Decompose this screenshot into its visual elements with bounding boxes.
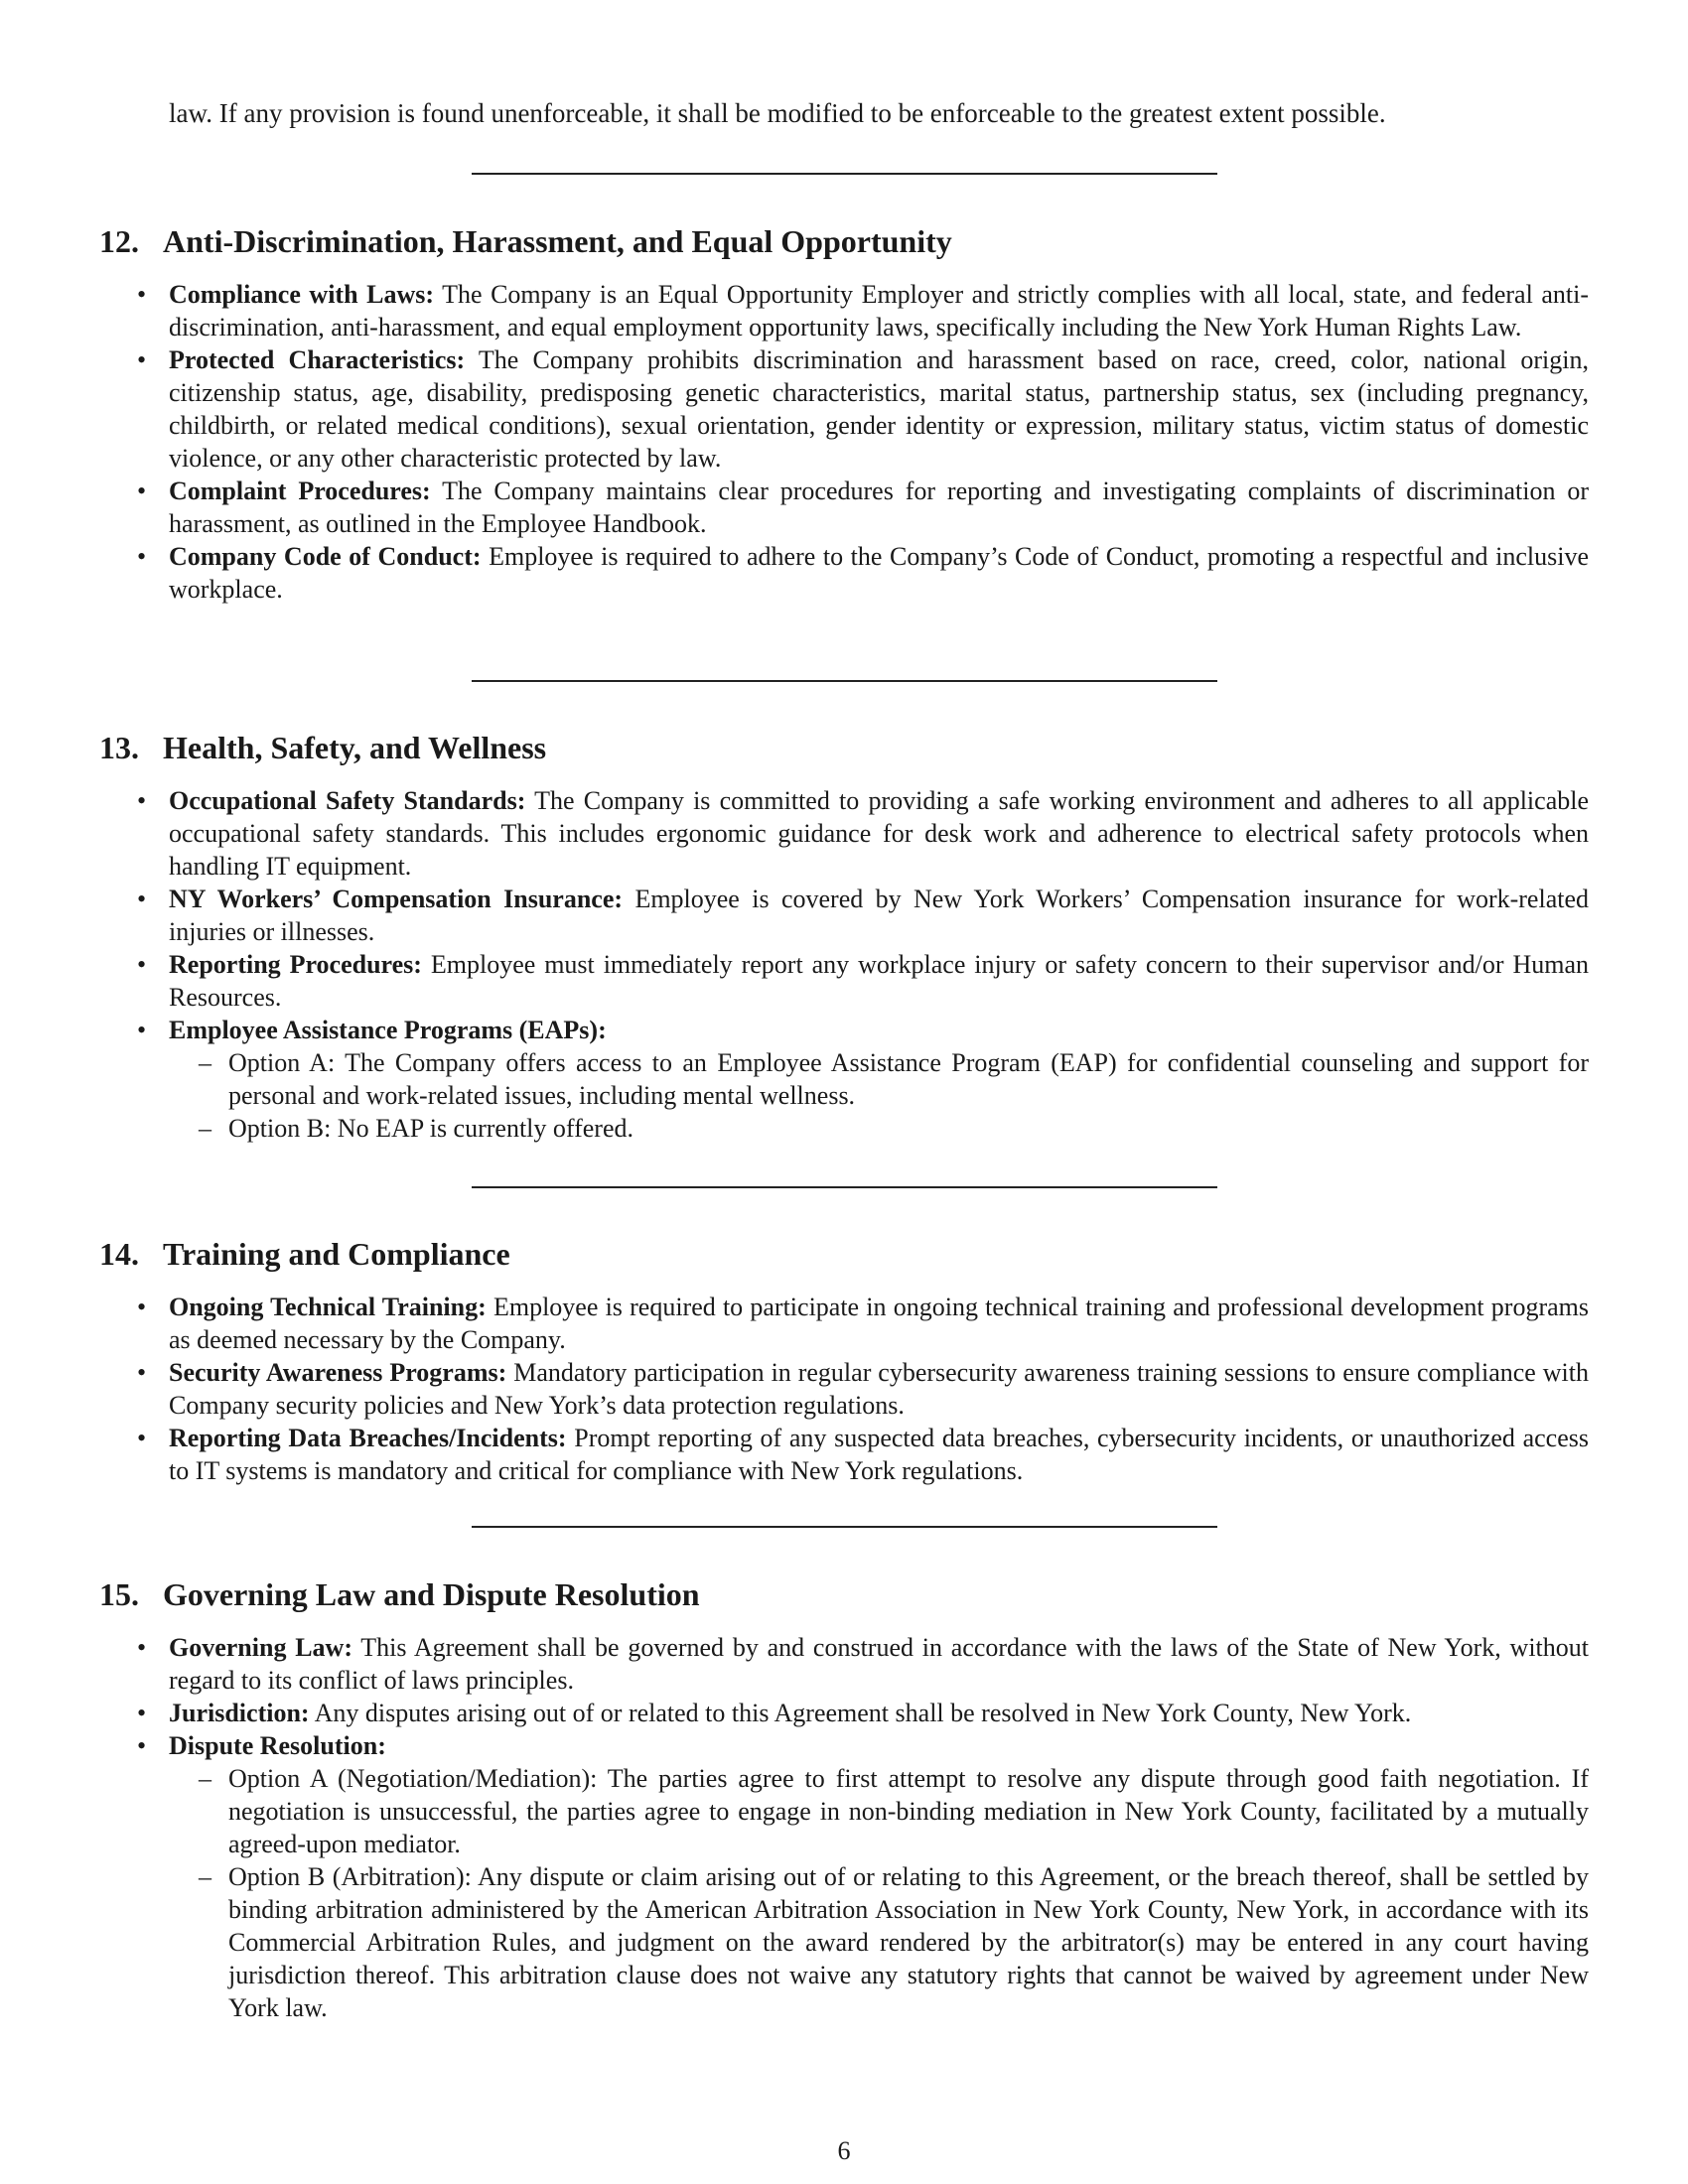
list-item [99, 1356, 1589, 1422]
item-label: Employee Assistance Programs (EAPs): [169, 1016, 607, 1044]
item-label: NY Workers’ Compensation Insurance: [169, 885, 624, 913]
item-text: Any disputes arising out of or related to this Agreement shall be resolved in New York County, New York. [309, 1699, 1412, 1727]
item-label: Protected Characteristics: [169, 345, 466, 374]
list-item [99, 343, 1589, 475]
item-label: Company Code of Conduct: [169, 542, 482, 571]
item-text: Employee is required to participate in ongoing technical training and professional development programs as deemed necessary by the Company. [169, 1293, 1589, 1354]
section-divider [472, 1186, 1217, 1188]
list-item [99, 1729, 1589, 2024]
item-text: Prompt reporting of any suspected data breaches, cybersecurity incidents, or unauthorized access to IT systems is mandatory and critical for compliance with New York regulations. [169, 1424, 1589, 1485]
item-text: Employee is covered by New York Workers’ Compensation insurance for work-related injuries or illnesses. [169, 885, 1590, 946]
list-item [99, 784, 1589, 883]
list-item [99, 540, 1589, 606]
list-item [99, 948, 1589, 1014]
section-divider [472, 680, 1217, 682]
section-12-list [99, 278, 1589, 606]
section-number: 13. [99, 730, 139, 765]
section-12-heading [99, 221, 952, 261]
list-item [99, 1422, 1589, 1487]
list-item [99, 883, 1589, 948]
section-15-heading [99, 1574, 700, 1614]
section-number: 15. [99, 1576, 139, 1612]
item-text: The Company is committed to providing a safe working environment and adheres to all applicable occupational safety standards. This includes ergonomic guidance for desk work and adherence to electrical safety protocols when handling IT equipment. [169, 786, 1589, 881]
item-text: This Agreement shall be governed by and construed in accordance with the laws of the State of New York, without regard to its conflict of laws principles. [169, 1633, 1589, 1695]
option-item: – Option B (Arbitration): Any dispute or claim arising out of or relating to this Agreement, or the breach thereof, shall be settled by binding arbitration administered by the American Arbitration Association in New York County, New York, in accordance with its Commercial Arbitration Rules, and judgment on the award rendered by the arbitrator(s) may be entered in any court having jurisdiction thereof. This arbitration clause does not waive any statutory rights that cannot be waived by agreement under New York law. [169, 1860, 1589, 2024]
option-item: – Option B: No EAP is currently offered. [169, 1112, 1589, 1145]
option-list [169, 1762, 1589, 2024]
item-label: Occupational Safety Standards: [169, 786, 526, 815]
section-title: Health, Safety, and Wellness [163, 730, 547, 765]
section-14-list [99, 1291, 1589, 1487]
item-label: Dispute Resolution: [169, 1731, 386, 1760]
item-label: Complaint Procedures: [169, 477, 431, 505]
item-label: Compliance with Laws: [169, 280, 435, 309]
section-divider [472, 1526, 1217, 1528]
item-label: Security Awareness Programs: [169, 1358, 507, 1387]
section-number: 12. [99, 223, 139, 259]
item-text: Mandatory participation in regular cybersecurity awareness training sessions to ensure compliance with Company security policies and New York’s data protection regulations. [169, 1358, 1589, 1420]
section-14-heading [99, 1234, 510, 1274]
list-item [99, 278, 1589, 343]
intro-text: law. If any provision is found unenforceable, it shall be modified to be enforceable to the greatest extent possible. [169, 98, 1386, 128]
page-number: 6 [837, 2136, 851, 2165]
item-text: The Company maintains clear procedures for reporting and investigating complaints of discrimination or harassment, as outlined in the Employee Handbook. [169, 477, 1589, 538]
section-15-list [99, 1631, 1589, 2024]
item-label: Jurisdiction: [169, 1699, 310, 1727]
section-13-list [99, 784, 1589, 1145]
section-number: 14. [99, 1236, 139, 1272]
section-divider [472, 173, 1217, 175]
option-item: – Option A: The Company offers access to an Employee Assistance Program (EAP) for confidential counseling and support for personal and work-related issues, including mental wellness. [169, 1046, 1589, 1112]
item-label: Reporting Data Breaches/Incidents: [169, 1424, 567, 1452]
list-item [99, 475, 1589, 540]
option-list [169, 1046, 1589, 1145]
item-text: The Company is an Equal Opportunity Employer and strictly complies with all local, state, and federal anti-discrimination, anti-harassment, and equal employment opportunity laws, specifically including the New York Human Rights Law. [169, 280, 1589, 341]
option-item: – Option A (Negotiation/Mediation): The parties agree to first attempt to resolve any dispute through good faith negotiation. If negotiation is unsuccessful, the parties agree to engage in non-binding mediation in New York County, facilitated by a mutually agreed-upon mediator. [169, 1762, 1589, 1860]
section-title: Training and Compliance [163, 1236, 510, 1272]
section-title: Governing Law and Dispute Resolution [163, 1576, 700, 1612]
list-item [99, 1697, 1589, 1729]
item-text: Employee must immediately report any workplace injury or safety concern to their supervisor and/or Human Resources. [169, 950, 1590, 1012]
item-text: The Company prohibits discrimination and harassment based on race, creed, color, national origin, citizenship status, age, disability, predisposing genetic characteristics, marital status, partnership status, sex (including pregnancy, childbirth, or related medical conditions), sexual orientation, gender identity or expression, military status, victim status of domestic violence, or any other characteristic protected by law. [169, 345, 1589, 473]
list-item [99, 1631, 1589, 1697]
list-item [99, 1014, 1589, 1145]
section-title: Anti-Discrimination, Harassment, and Equal Opportunity [163, 223, 952, 259]
item-label: Ongoing Technical Training: [169, 1293, 487, 1321]
list-item [99, 1291, 1589, 1356]
item-text: Employee is required to adhere to the Company’s Code of Conduct, promoting a respectful and inclusive workplace. [169, 542, 1589, 604]
item-label: Reporting Procedures: [169, 950, 422, 979]
section-13-heading [99, 728, 546, 767]
item-label: Governing Law: [169, 1633, 352, 1662]
